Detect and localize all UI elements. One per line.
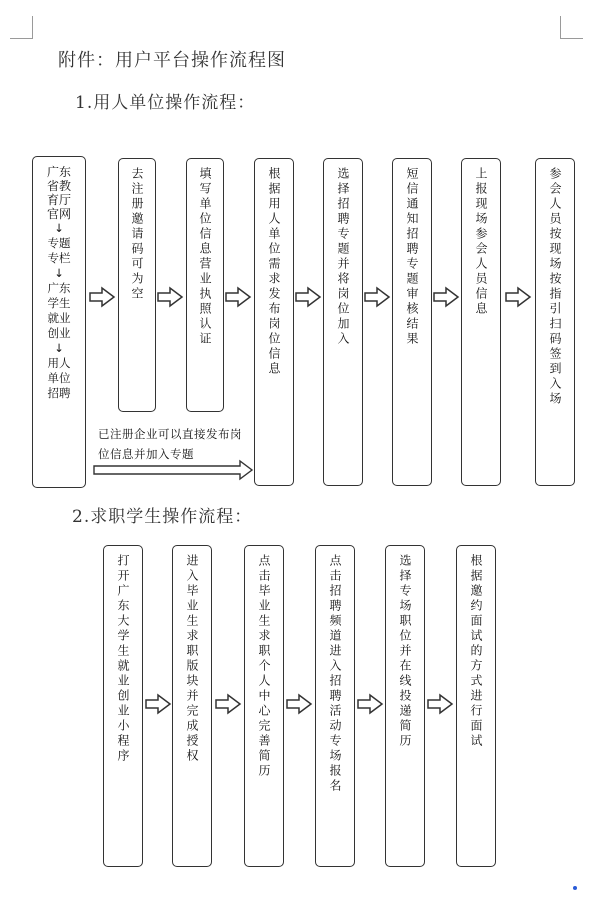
step-box-1-1-line-3: 广东学生就业创业 [47, 281, 71, 340]
down-arrow-2: ↓ [54, 266, 64, 280]
down-arrow-1: ↓ [54, 221, 64, 235]
step-box-1-1-line-2: 专题专栏 [47, 236, 71, 265]
flow-arrow-1-5 [365, 288, 389, 306]
shortcut-note: 已注册企业可以直接发布岗位信息并加入专题 [98, 427, 242, 461]
step-box-2-2-text: 进入毕业生求职版块并完成授权 [185, 554, 199, 764]
flow-arrow-1-7 [506, 288, 530, 306]
flow-arrow-1-3 [226, 288, 250, 306]
flow-arrow-1-2 [158, 288, 182, 306]
flow-arrow-1-1 [90, 288, 114, 306]
section-2-title: 2.求职学生操作流程： [72, 507, 253, 527]
step-box-1-8-text: 参会人员按现场按指引扫码签到入场 [548, 167, 562, 407]
step-box-1-6-text: 短信通知招聘专题审核结果 [405, 167, 419, 347]
down-arrow-3: ↓ [54, 341, 64, 355]
step-box-2-1-text: 打开广东大学生就业创业小程序 [116, 554, 130, 764]
step-box-1-1-line-4: 用人单位招聘 [47, 356, 71, 400]
flow-arrow-2-4 [358, 695, 382, 713]
step-box-1-5-text: 选择招聘专题并将岗位加入 [336, 167, 350, 347]
step-box-1-3-text: 填写单位信息营业执照认证 [198, 167, 212, 347]
step-box-1-2-text: 去注册邀请码可为空 [130, 167, 144, 302]
step-box-2-4-text: 点击招聘频道进入招聘活动专场报名 [328, 554, 342, 794]
step-box-2-6-text: 根据邀约面试的方式进行面试 [469, 554, 483, 749]
flow-arrow-1-4 [296, 288, 320, 306]
flow-arrow-2-2 [216, 695, 240, 713]
document-title: 附件：用户平台操作流程图 [58, 50, 286, 71]
flow-arrow-2-1 [146, 695, 170, 713]
flow-arrow-2-3 [287, 695, 311, 713]
flow-arrow-1-6 [434, 288, 458, 306]
shortcut-arrow [94, 461, 252, 479]
step-box-2-5-text: 选择专场职位并在线投递简历 [398, 554, 412, 749]
flow-arrow-2-5 [428, 695, 452, 713]
section-1-title: 1.用人单位操作流程： [75, 93, 256, 113]
step-box-1-4-text: 根据用人单位需求发布岗位信息 [267, 167, 281, 377]
step-box-1-1-line-1: 广东省教育厅官网 [46, 165, 71, 221]
page-marker-dot [573, 886, 577, 890]
step-box-1-7-text: 上报现场参会人员信息 [474, 167, 488, 317]
step-box-2-3-text: 点击毕业生求职个人中心完善简历 [257, 554, 271, 779]
